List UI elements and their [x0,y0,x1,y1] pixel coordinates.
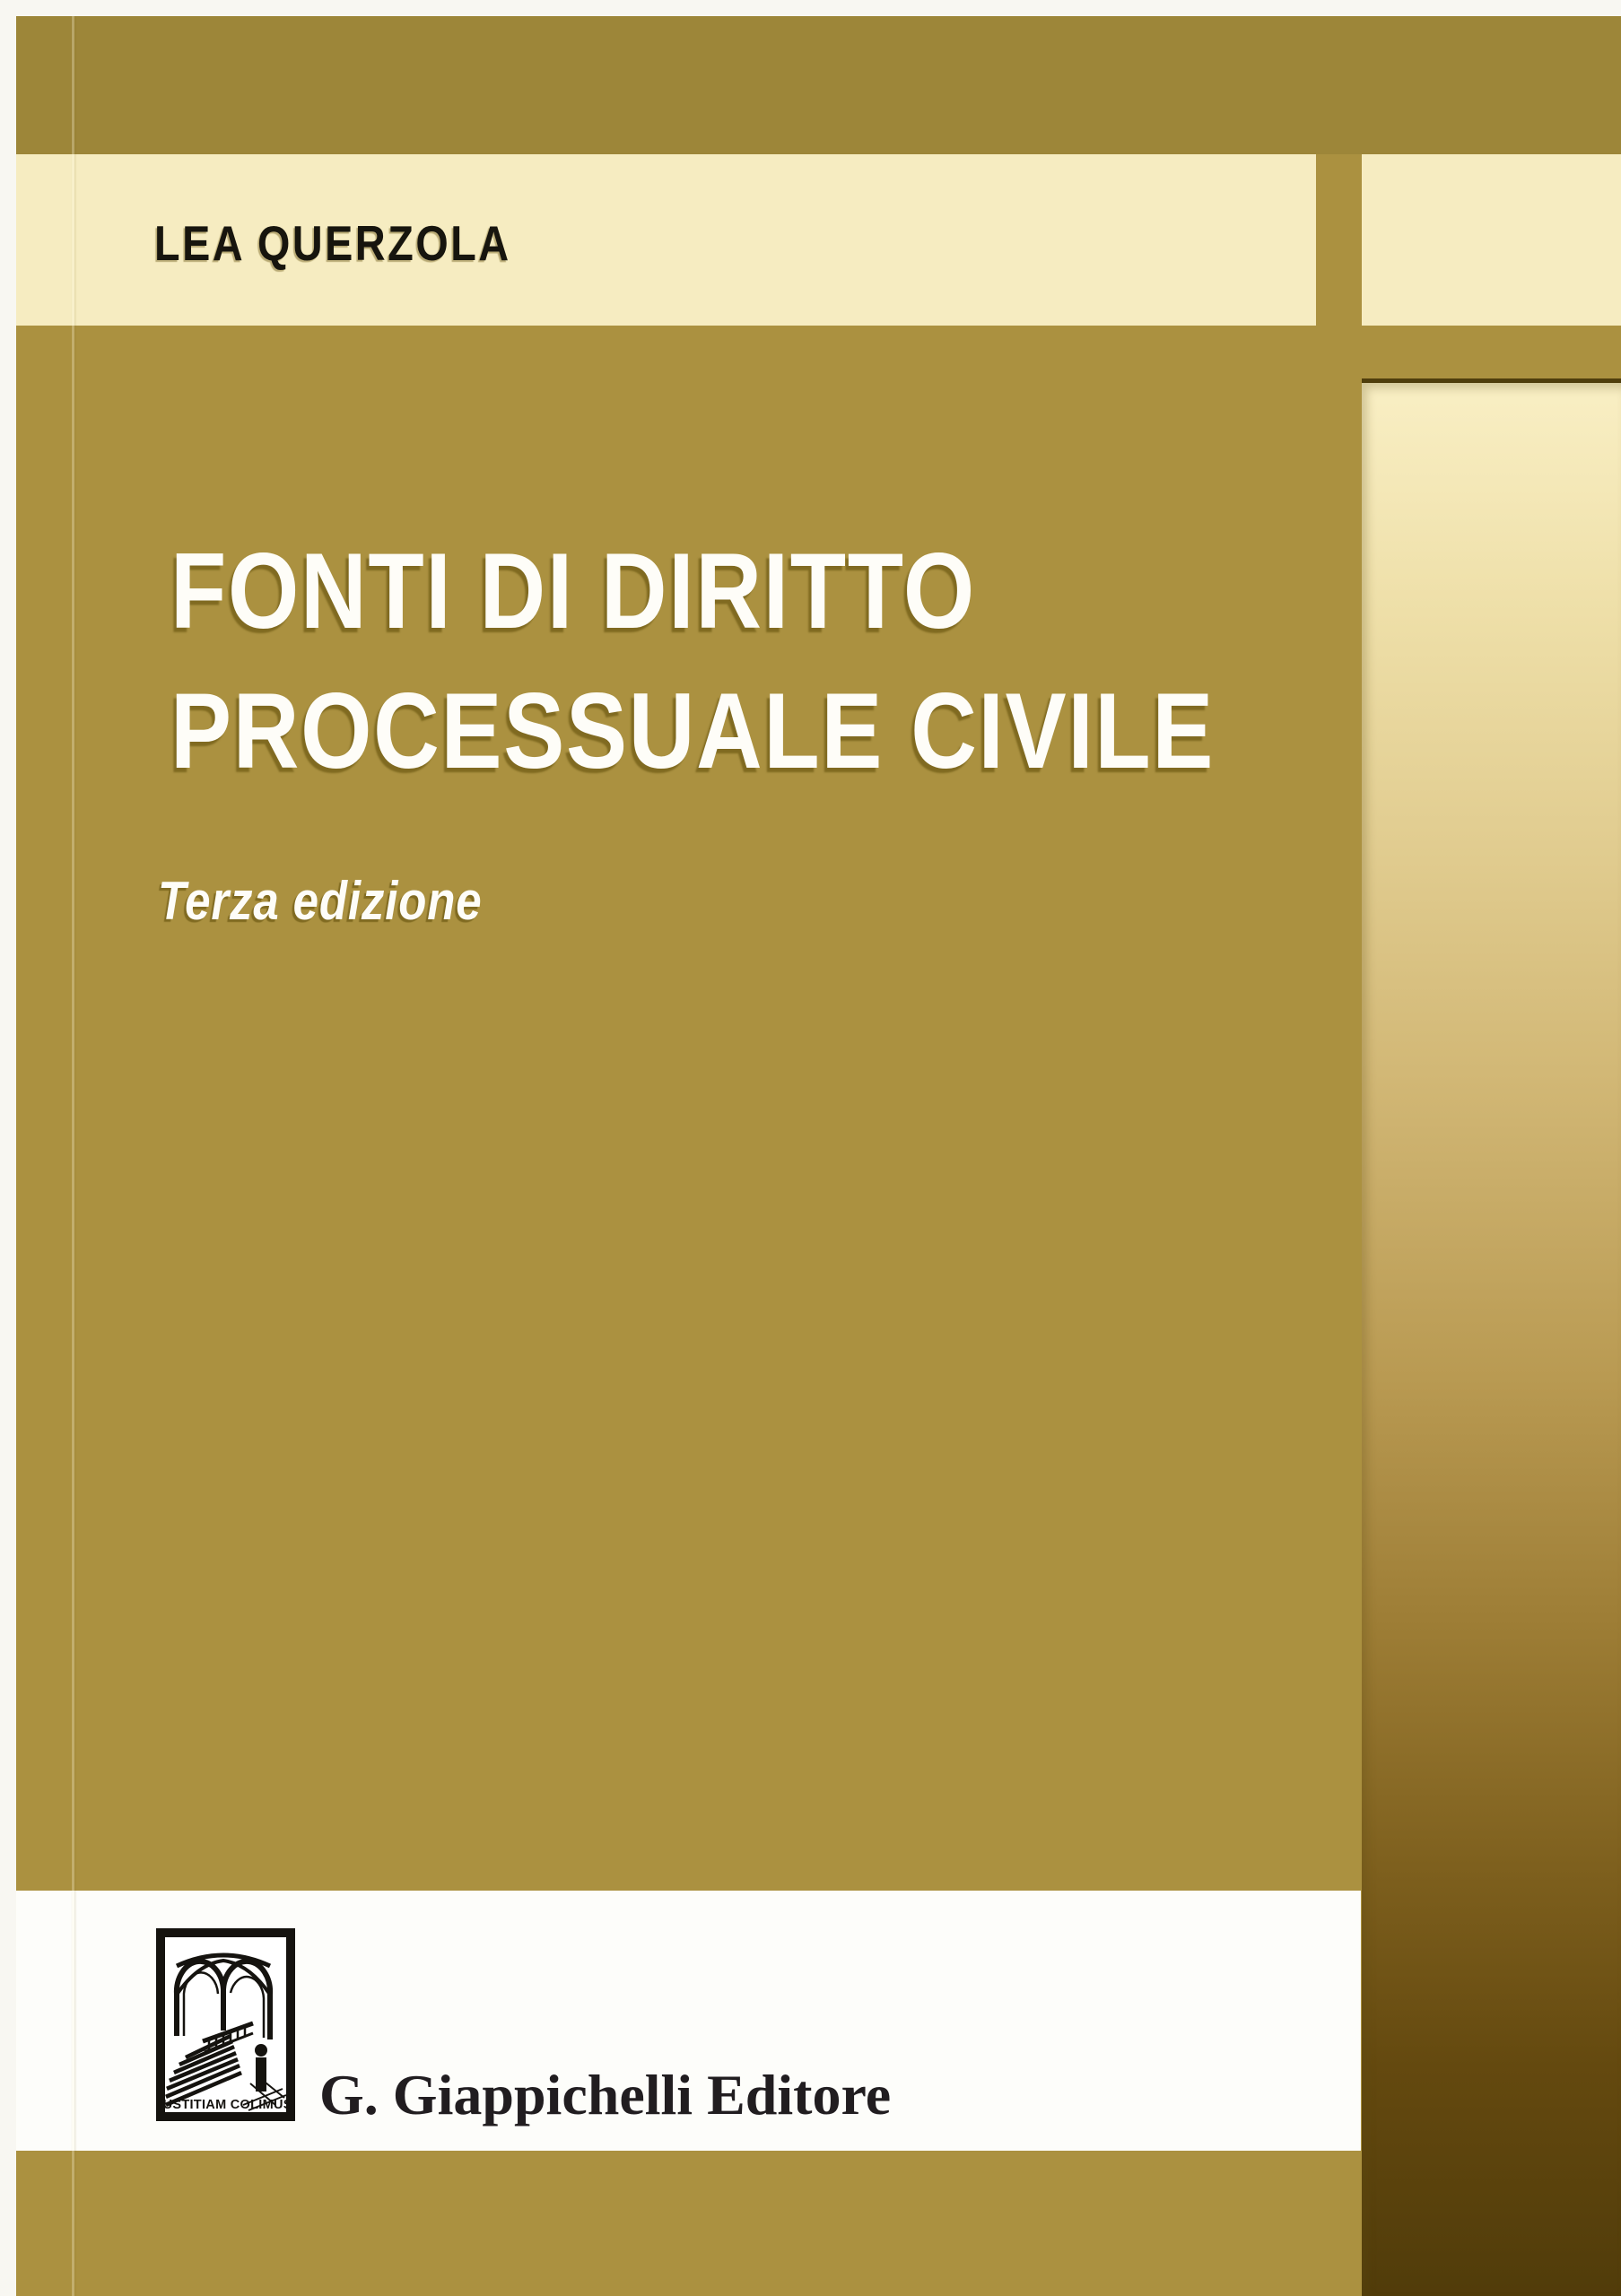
cover-top-shading [16,16,1621,154]
logo-motto-label: IUSTITIAM COLIMUS [159,2098,292,2112]
author-name: LEA QUERZOLA [154,215,511,271]
publisher-band [16,1891,1361,2151]
page-edge-strip [1362,378,1621,2296]
title-line-1: FONTI DI DIRITTO [170,531,976,651]
book-cover [16,16,1621,2296]
edition-label: Terza edizione [158,871,483,931]
author-band-right-segment [1362,154,1621,326]
publisher-logo-icon [156,1928,295,2121]
spine-crease [72,16,74,2296]
title-line-2: PROCESSUALE CIVILE [170,671,1216,791]
publisher-name: G. Giappichelli Editore [319,2063,892,2126]
author-band [16,154,1316,326]
